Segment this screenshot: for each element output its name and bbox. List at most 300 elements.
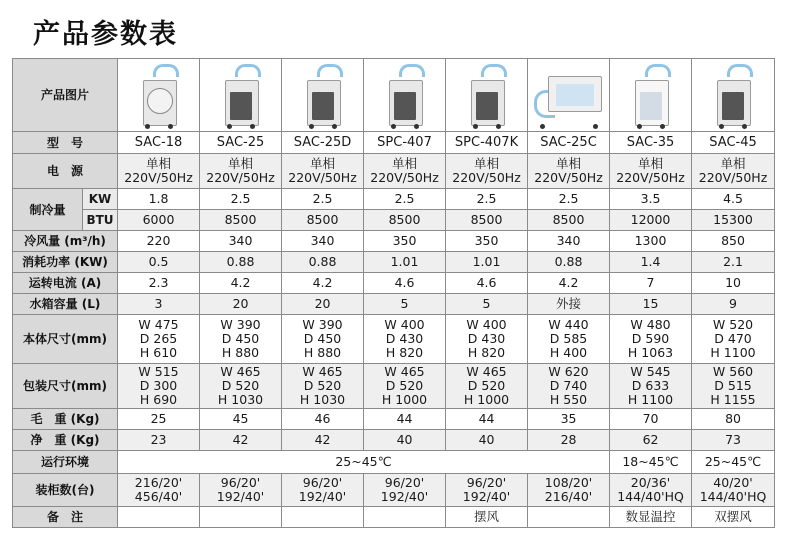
env-cell-group bbox=[118, 451, 610, 474]
consumption-cell bbox=[610, 252, 692, 273]
current-value: 7 bbox=[646, 275, 655, 290]
power-value: 单相 bbox=[474, 156, 500, 171]
body-value: D 450 bbox=[221, 331, 260, 346]
consumption-value: 0.5 bbox=[148, 254, 169, 269]
body-value: D 265 bbox=[139, 331, 178, 346]
body-cell bbox=[364, 315, 446, 364]
row-label-current bbox=[13, 273, 118, 294]
pack-value: H 1030 bbox=[217, 392, 264, 407]
row-label-power bbox=[13, 154, 118, 189]
kw-cell bbox=[528, 189, 610, 210]
power-value: 220V/50Hz bbox=[288, 170, 357, 185]
gross-value: 46 bbox=[314, 411, 331, 426]
model-value: SAC-25C bbox=[540, 134, 597, 150]
container-value: 96/20' bbox=[220, 475, 261, 490]
model-value: SAC-25 bbox=[216, 134, 265, 150]
gross-value: 35 bbox=[560, 411, 577, 426]
row-label: 产品图片 bbox=[41, 88, 90, 102]
body-value: W 520 bbox=[712, 317, 754, 332]
product-image-cell bbox=[200, 59, 282, 132]
container-cell bbox=[282, 474, 364, 507]
kw-value: 2.5 bbox=[230, 191, 251, 206]
gross-value: 44 bbox=[478, 411, 495, 426]
pack-value: H 1000 bbox=[381, 392, 428, 407]
row-label: 本体尺寸(mm) bbox=[23, 332, 107, 346]
net-value: 40 bbox=[396, 432, 413, 447]
kw-cell bbox=[610, 189, 692, 210]
net-cell bbox=[364, 430, 446, 451]
model-value: SAC-45 bbox=[709, 134, 757, 150]
current-value: 10 bbox=[725, 275, 741, 290]
kw-value: 4.5 bbox=[723, 191, 743, 206]
power-value: 单相 bbox=[638, 156, 664, 171]
airflow-cell bbox=[692, 231, 775, 252]
power-value: 220V/50Hz bbox=[698, 170, 768, 185]
remark-cell bbox=[200, 507, 282, 528]
row-label-cooling bbox=[13, 189, 83, 231]
table-row bbox=[13, 210, 775, 231]
row-label: 冷风量 (m³/h) bbox=[24, 234, 106, 248]
container-cell bbox=[610, 474, 692, 507]
product-image-cell bbox=[364, 59, 446, 132]
row-label-image bbox=[13, 59, 118, 132]
container-value: 20/36' bbox=[630, 475, 671, 490]
net-value: 40 bbox=[478, 432, 495, 447]
current-value: 4.2 bbox=[558, 275, 579, 290]
env-value: 25~45℃ bbox=[335, 454, 392, 469]
current-cell bbox=[364, 273, 446, 294]
gross-cell bbox=[364, 409, 446, 430]
container-cell bbox=[364, 474, 446, 507]
body-cell bbox=[446, 315, 528, 364]
tank-cell bbox=[610, 294, 692, 315]
airflow-cell bbox=[610, 231, 692, 252]
btu-cell bbox=[528, 210, 610, 231]
current-value: 4.2 bbox=[312, 275, 333, 290]
current-value: 4.2 bbox=[230, 275, 251, 290]
container-cell bbox=[118, 474, 200, 507]
btu-cell bbox=[446, 210, 528, 231]
body-value: W 390 bbox=[302, 317, 343, 332]
tank-value: 20 bbox=[314, 296, 331, 311]
gross-value: 80 bbox=[725, 411, 741, 426]
net-cell bbox=[610, 430, 692, 451]
current-cell bbox=[446, 273, 528, 294]
model-value: SAC-25D bbox=[293, 134, 352, 150]
table-row bbox=[13, 364, 775, 409]
kw-cell bbox=[364, 189, 446, 210]
row-label-body_size bbox=[13, 315, 118, 364]
consumption-value: 0.88 bbox=[554, 254, 583, 269]
gross-value: 25 bbox=[150, 411, 167, 426]
row-label-airflow bbox=[13, 231, 118, 252]
power-value: 220V/50Hz bbox=[124, 170, 193, 185]
btu-cell bbox=[118, 210, 200, 231]
pack-value: D 300 bbox=[139, 378, 178, 393]
kw-cell bbox=[692, 189, 775, 210]
table-row bbox=[13, 294, 775, 315]
table-row bbox=[13, 273, 775, 294]
body-value: H 1100 bbox=[710, 345, 756, 360]
tank-cell bbox=[364, 294, 446, 315]
current-cell bbox=[610, 273, 692, 294]
net-cell bbox=[118, 430, 200, 451]
table-row bbox=[13, 59, 775, 132]
btu-cell bbox=[200, 210, 282, 231]
model-cell bbox=[692, 132, 775, 154]
airflow-cell bbox=[364, 231, 446, 252]
consumption-cell bbox=[118, 252, 200, 273]
tank-value: 15 bbox=[642, 296, 659, 311]
body-value: H 1063 bbox=[627, 345, 674, 360]
container-value: 96/20' bbox=[466, 475, 507, 490]
gross-cell bbox=[528, 409, 610, 430]
pack-cell bbox=[364, 364, 446, 409]
table-row bbox=[13, 315, 775, 364]
body-value: W 480 bbox=[630, 317, 671, 332]
consumption-value: 1.01 bbox=[390, 254, 419, 269]
model-cell bbox=[610, 132, 692, 154]
current-cell bbox=[692, 273, 775, 294]
btu-cell bbox=[692, 210, 775, 231]
airflow-value: 350 bbox=[474, 233, 499, 248]
cabinet-unit-icon bbox=[385, 64, 425, 126]
env-value: 18~45℃ bbox=[622, 454, 679, 469]
pack-value: D 520 bbox=[385, 378, 424, 393]
power-value: 单相 bbox=[310, 156, 336, 171]
net-cell bbox=[200, 430, 282, 451]
container-value: 144/40'HQ bbox=[699, 489, 767, 504]
row-label: 制冷量 bbox=[29, 202, 66, 217]
body-cell bbox=[118, 315, 200, 364]
gross-cell bbox=[200, 409, 282, 430]
net-value: 23 bbox=[150, 432, 167, 447]
power-value: 单相 bbox=[228, 156, 254, 171]
btu-value: 8500 bbox=[388, 212, 421, 227]
remark-cell bbox=[364, 507, 446, 528]
tank-cell bbox=[118, 294, 200, 315]
gross-cell bbox=[282, 409, 364, 430]
pack-cell bbox=[610, 364, 692, 409]
gross-cell bbox=[692, 409, 775, 430]
container-value: 216/40' bbox=[544, 489, 593, 504]
model-cell bbox=[446, 132, 528, 154]
kw-cell bbox=[446, 189, 528, 210]
row-label-env bbox=[13, 451, 118, 474]
kw-value: 2.5 bbox=[476, 191, 497, 206]
row-label: 运行环境 bbox=[41, 455, 90, 469]
row-label-net bbox=[13, 430, 118, 451]
remark-value: 摆风 bbox=[474, 509, 500, 524]
body-value: H 400 bbox=[549, 345, 588, 360]
table-row bbox=[13, 451, 775, 474]
pack-value: D 520 bbox=[467, 378, 506, 393]
body-value: W 390 bbox=[220, 317, 261, 332]
table-row bbox=[13, 474, 775, 507]
cabinet-unit-icon bbox=[303, 64, 343, 126]
row-label: 毛 重 (Kg) bbox=[30, 412, 100, 426]
consumption-value: 0.88 bbox=[308, 254, 337, 269]
tank-cell bbox=[528, 294, 610, 315]
net-value: 73 bbox=[725, 432, 741, 447]
net-value: 42 bbox=[232, 432, 249, 447]
model-cell bbox=[282, 132, 364, 154]
pack-value: D 520 bbox=[303, 378, 342, 393]
body-value: H 880 bbox=[221, 345, 260, 360]
body-value: D 470 bbox=[714, 331, 752, 346]
btu-value: 8500 bbox=[470, 212, 503, 227]
consumption-cell bbox=[282, 252, 364, 273]
row-label-gross bbox=[13, 409, 118, 430]
pack-cell bbox=[446, 364, 528, 409]
remark-cell bbox=[446, 507, 528, 528]
remark-value: 数显温控 bbox=[625, 509, 676, 524]
container-value: 456/40' bbox=[134, 489, 183, 504]
tank-cell bbox=[692, 294, 775, 315]
net-cell bbox=[528, 430, 610, 451]
airflow-value: 1300 bbox=[634, 233, 667, 248]
tank-value: 9 bbox=[729, 296, 737, 311]
unit-label-btu bbox=[83, 210, 118, 231]
gross-cell bbox=[118, 409, 200, 430]
power-value: 单相 bbox=[556, 156, 582, 171]
airflow-value: 350 bbox=[392, 233, 417, 248]
airflow-cell bbox=[200, 231, 282, 252]
power-cell bbox=[118, 154, 200, 189]
container-value: 96/20' bbox=[302, 475, 343, 490]
net-cell bbox=[692, 430, 775, 451]
current-cell bbox=[528, 273, 610, 294]
table-row bbox=[13, 132, 775, 154]
model-cell bbox=[528, 132, 610, 154]
pack-value: W 560 bbox=[712, 364, 754, 379]
remark-cell bbox=[118, 507, 200, 528]
consumption-cell bbox=[200, 252, 282, 273]
btu-cell bbox=[282, 210, 364, 231]
consumption-value: 2.1 bbox=[723, 254, 743, 269]
pack-cell bbox=[692, 364, 775, 409]
pack-value: H 1000 bbox=[463, 392, 510, 407]
body-value: W 400 bbox=[384, 317, 425, 332]
remark-value: 双摆风 bbox=[714, 509, 752, 524]
power-value: 220V/50Hz bbox=[616, 170, 685, 185]
table-row bbox=[13, 189, 775, 210]
btu-value: 15300 bbox=[713, 212, 753, 227]
body-value: H 610 bbox=[139, 345, 178, 360]
tank-cell bbox=[282, 294, 364, 315]
airflow-cell bbox=[118, 231, 200, 252]
cabinet-unit-icon bbox=[713, 64, 753, 126]
table-row bbox=[13, 409, 775, 430]
model-value: SAC-18 bbox=[134, 134, 183, 150]
container-cell bbox=[528, 474, 610, 507]
product-image-cell bbox=[282, 59, 364, 132]
consumption-value: 1.4 bbox=[640, 254, 661, 269]
container-value: 192/40' bbox=[380, 489, 429, 504]
net-value: 28 bbox=[560, 432, 577, 447]
btu-value: 8500 bbox=[306, 212, 339, 227]
model-cell bbox=[118, 132, 200, 154]
pack-value: H 1030 bbox=[299, 392, 346, 407]
btu-cell bbox=[610, 210, 692, 231]
net-value: 42 bbox=[314, 432, 331, 447]
body-cell bbox=[692, 315, 775, 364]
pack-value: W 465 bbox=[302, 364, 343, 379]
cabinet-unit-icon bbox=[221, 64, 261, 126]
container-cell bbox=[692, 474, 775, 507]
kw-value: 1.8 bbox=[148, 191, 169, 206]
btu-value: 8500 bbox=[224, 212, 257, 227]
btu-value: 12000 bbox=[630, 212, 671, 227]
airflow-cell bbox=[446, 231, 528, 252]
kw-value: 3.5 bbox=[640, 191, 661, 206]
power-cell bbox=[282, 154, 364, 189]
gross-cell bbox=[446, 409, 528, 430]
tank-cell bbox=[446, 294, 528, 315]
current-value: 2.3 bbox=[148, 275, 169, 290]
env-cell-sac35 bbox=[610, 451, 692, 474]
net-cell bbox=[282, 430, 364, 451]
row-label: 水箱容量 (L) bbox=[29, 297, 101, 311]
product-image-cell bbox=[446, 59, 528, 132]
cabinet-unit-icon bbox=[467, 64, 507, 126]
remark-cell bbox=[528, 507, 610, 528]
product-image-cell bbox=[692, 59, 775, 132]
airflow-value: 850 bbox=[721, 233, 745, 248]
window-unit-icon bbox=[534, 64, 604, 126]
container-value: 192/40' bbox=[462, 489, 511, 504]
body-cell bbox=[528, 315, 610, 364]
pack-value: H 1100 bbox=[627, 392, 674, 407]
kw-cell bbox=[118, 189, 200, 210]
pack-cell bbox=[282, 364, 364, 409]
tank-value: 20 bbox=[232, 296, 249, 311]
model-value: SPC-407 bbox=[377, 134, 432, 150]
pack-cell bbox=[118, 364, 200, 409]
power-cell bbox=[528, 154, 610, 189]
gross-value: 44 bbox=[396, 411, 413, 426]
container-value: 216/20' bbox=[134, 475, 183, 490]
airflow-value: 340 bbox=[556, 233, 581, 248]
table-row bbox=[13, 231, 775, 252]
table-row bbox=[13, 430, 775, 451]
airflow-value: 340 bbox=[310, 233, 335, 248]
pack-value: W 465 bbox=[384, 364, 425, 379]
gross-value: 70 bbox=[642, 411, 659, 426]
fan-unit-icon bbox=[139, 64, 179, 126]
body-cell bbox=[282, 315, 364, 364]
airflow-value: 340 bbox=[228, 233, 253, 248]
row-label: 包装尺寸(mm) bbox=[23, 379, 107, 393]
tank-value: 3 bbox=[154, 296, 163, 311]
pack-value: W 465 bbox=[220, 364, 261, 379]
body-value: D 585 bbox=[549, 331, 588, 346]
body-cell bbox=[200, 315, 282, 364]
body-value: W 400 bbox=[466, 317, 507, 332]
pack-value: H 550 bbox=[549, 392, 588, 407]
row-label-tank bbox=[13, 294, 118, 315]
current-cell bbox=[200, 273, 282, 294]
gross-value: 45 bbox=[232, 411, 249, 426]
row-label-consumption bbox=[13, 252, 118, 273]
white-unit-icon bbox=[631, 64, 671, 126]
row-label: 型 号 bbox=[47, 135, 84, 150]
product-image-cell bbox=[528, 59, 610, 132]
power-cell bbox=[446, 154, 528, 189]
model-value: SPC-407K bbox=[454, 134, 519, 150]
tank-value: 外接 bbox=[556, 296, 582, 311]
power-cell bbox=[364, 154, 446, 189]
consumption-cell bbox=[364, 252, 446, 273]
container-value: 144/40'HQ bbox=[617, 489, 684, 504]
unit-label-kw bbox=[83, 189, 118, 210]
container-cell bbox=[200, 474, 282, 507]
row-label: 装柜数(台) bbox=[35, 483, 95, 497]
body-value: H 820 bbox=[385, 345, 424, 360]
table-row bbox=[13, 507, 775, 528]
container-value: 108/20' bbox=[544, 475, 593, 490]
env-cell-sac45 bbox=[692, 451, 775, 474]
power-value: 单相 bbox=[720, 156, 746, 171]
row-label-pack_size bbox=[13, 364, 118, 409]
net-value: 62 bbox=[642, 432, 659, 447]
current-cell bbox=[282, 273, 364, 294]
body-value: D 450 bbox=[303, 331, 342, 346]
kw-value: 2.5 bbox=[394, 191, 415, 206]
kw-value: 2.5 bbox=[312, 191, 333, 206]
current-value: 4.6 bbox=[394, 275, 415, 290]
tank-cell bbox=[200, 294, 282, 315]
airflow-cell bbox=[282, 231, 364, 252]
tank-value: 5 bbox=[482, 296, 491, 311]
row-label: 消耗功率 (KW) bbox=[22, 255, 108, 269]
row-label-model bbox=[13, 132, 118, 154]
power-value: 220V/50Hz bbox=[370, 170, 439, 185]
kw-value: 2.5 bbox=[558, 191, 579, 206]
row-label: 运转电流 (A) bbox=[28, 276, 102, 290]
pack-value: W 545 bbox=[630, 364, 671, 379]
env-value: 25~45℃ bbox=[704, 454, 762, 469]
pack-value: H 690 bbox=[139, 392, 178, 407]
table-row bbox=[13, 252, 775, 273]
container-value: 192/40' bbox=[216, 489, 265, 504]
spec-table bbox=[12, 58, 775, 528]
current-value: 4.6 bbox=[476, 275, 497, 290]
pack-value: W 515 bbox=[138, 364, 179, 379]
consumption-value: 0.88 bbox=[226, 254, 255, 269]
power-cell bbox=[610, 154, 692, 189]
airflow-cell bbox=[528, 231, 610, 252]
consumption-value: 1.01 bbox=[472, 254, 501, 269]
pack-value: D 515 bbox=[714, 378, 752, 393]
row-label: 备 注 bbox=[47, 510, 84, 524]
container-cell bbox=[446, 474, 528, 507]
pack-value: H 1155 bbox=[710, 392, 756, 407]
body-value: W 475 bbox=[138, 317, 179, 332]
container-value: 96/20' bbox=[384, 475, 425, 490]
product-image-cell bbox=[118, 59, 200, 132]
power-value: 220V/50Hz bbox=[206, 170, 275, 185]
consumption-cell bbox=[446, 252, 528, 273]
unit-label: KW bbox=[88, 192, 112, 206]
product-image-cell bbox=[610, 59, 692, 132]
airflow-value: 220 bbox=[146, 233, 171, 248]
btu-value: 6000 bbox=[142, 212, 175, 227]
row-label-container bbox=[13, 474, 118, 507]
row-label-remark bbox=[13, 507, 118, 528]
power-value: 220V/50Hz bbox=[534, 170, 603, 185]
power-value: 单相 bbox=[392, 156, 418, 171]
